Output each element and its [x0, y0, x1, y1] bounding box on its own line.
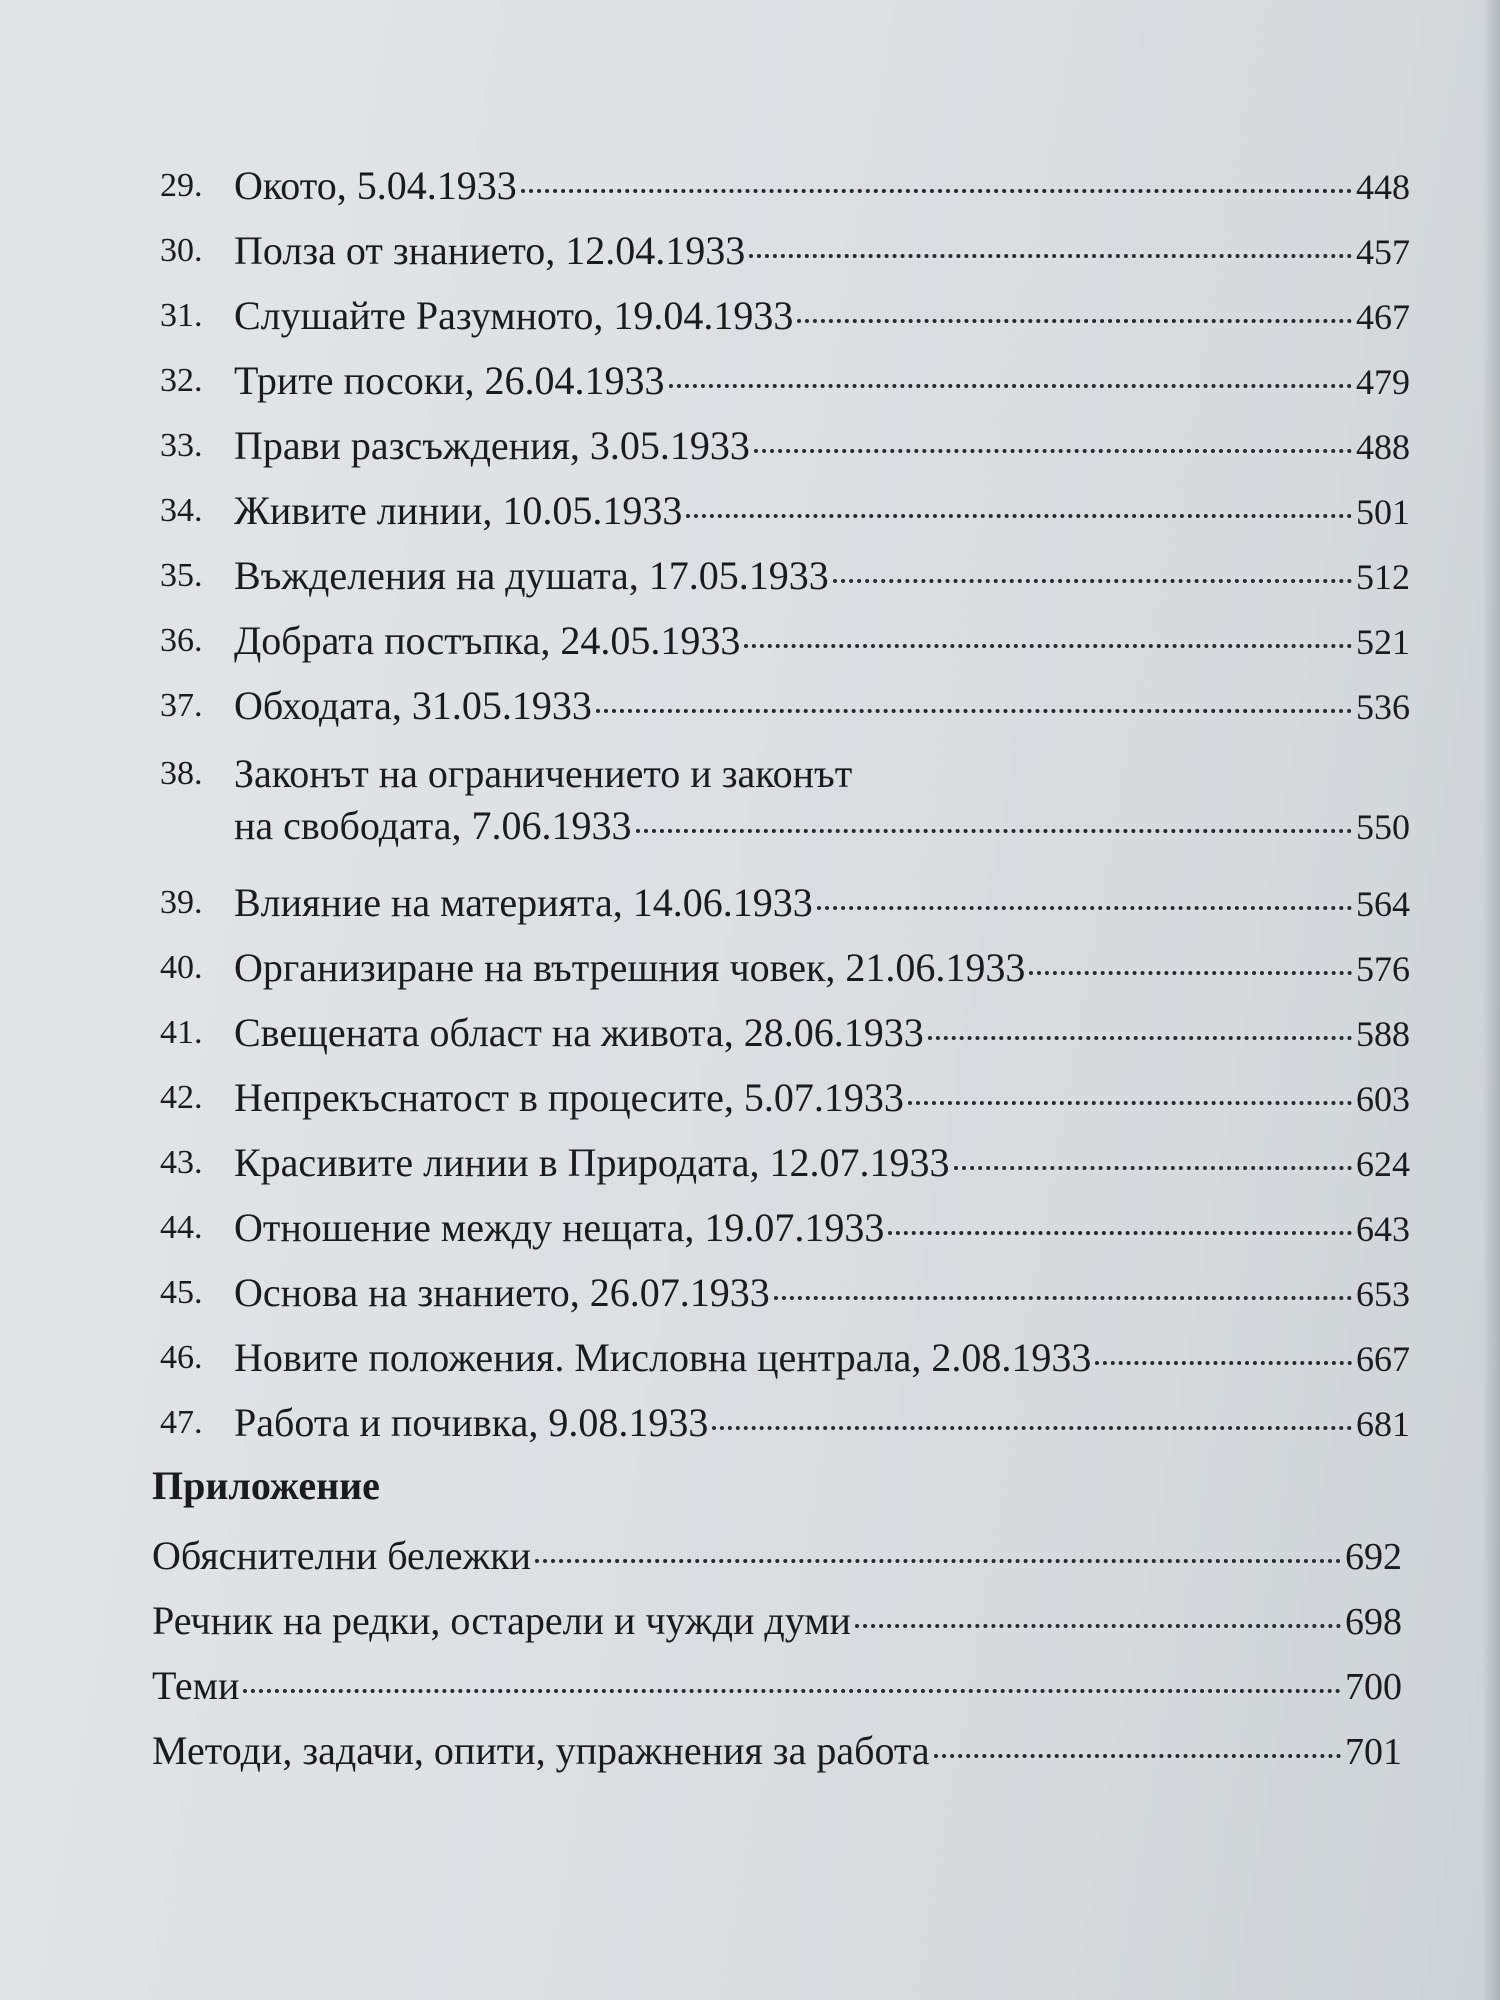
dot-leader [521, 189, 1352, 193]
entry-number: 45. [160, 1274, 203, 1311]
entry-number: 47. [160, 1404, 203, 1441]
entry-page: 457 [1356, 232, 1410, 272]
dot-leader [774, 1296, 1352, 1300]
dot-leader [243, 1689, 1341, 1693]
dot-leader [934, 1754, 1341, 1758]
entry-number: 35. [160, 557, 203, 594]
entry-number: 29. [160, 167, 203, 204]
entry-number: 38. [160, 755, 203, 792]
entry-title: Основа на знанието, 26.07.1933 [234, 1270, 770, 1315]
entry-page: 550 [1356, 807, 1410, 847]
entry-title: Непрекъснатост в процесите, 5.07.1933 [234, 1075, 904, 1120]
entry-page: 448 [1356, 167, 1410, 207]
dot-leader [908, 1101, 1352, 1105]
dot-leader [744, 644, 1352, 648]
entry-page: 667 [1356, 1339, 1410, 1379]
dot-leader [712, 1426, 1352, 1430]
entry-title: Трите посоки, 26.04.1933 [234, 358, 665, 403]
appendix-item-title: Теми [152, 1663, 240, 1708]
entry-title: Красивите линии в Природата, 12.07.1933 [234, 1140, 950, 1185]
entry-page: 501 [1356, 492, 1410, 532]
appendix-item [152, 1595, 1402, 1648]
entry-number: 31. [160, 297, 203, 334]
entry-title: Окото, 5.04.1933 [234, 163, 517, 208]
entry-title: Свещената област на живота, 28.06.1933 [234, 1010, 924, 1055]
appendix-item [152, 1660, 1402, 1713]
dot-leader [954, 1166, 1352, 1170]
appendix-item [152, 1530, 1402, 1583]
appendix-heading: Приложение [152, 1463, 380, 1508]
dot-leader [888, 1231, 1352, 1235]
appendix-item [152, 1725, 1402, 1778]
dot-leader [855, 1624, 1341, 1628]
entry-page: 643 [1356, 1209, 1410, 1249]
appendix-item-title: Методи, задачи, опити, упражнения за работа [152, 1728, 930, 1773]
entry-page: 536 [1356, 687, 1410, 727]
entry-number: 42. [160, 1079, 203, 1116]
entry-number: 30. [160, 232, 203, 269]
entry-number: 37. [160, 687, 203, 724]
dot-leader [596, 709, 1352, 713]
entry-page: 653 [1356, 1274, 1410, 1314]
entry-title: Въжделения на душата, 17.05.1933 [234, 553, 829, 598]
entry-title: Отношение между нещата, 19.07.1933 [234, 1205, 885, 1250]
entry-page: 576 [1356, 949, 1410, 989]
dot-leader [797, 319, 1352, 323]
entry-number: 43. [160, 1144, 203, 1181]
appendix-item-page: 698 [1345, 1601, 1402, 1643]
entry-page: 512 [1356, 557, 1410, 597]
entry-title: Законът на ограничението и законът [234, 751, 853, 796]
entry-page: 588 [1356, 1014, 1410, 1054]
dot-leader [1029, 971, 1352, 975]
entry-title: Живите линии, 10.05.1933 [234, 488, 683, 533]
dot-leader [636, 829, 1352, 833]
entry-number: 41. [160, 1014, 203, 1051]
dot-leader [1095, 1361, 1352, 1365]
entry-title: Слушайте Разумното, 19.04.1933 [234, 293, 794, 338]
entry-title: Прави разсъждения, 3.05.1933 [234, 423, 750, 468]
appendix-item-page: 700 [1345, 1666, 1402, 1708]
entry-number: 34. [160, 492, 203, 529]
entry-title: Организиране на вътрешния човек, 21.06.1933 [234, 945, 1026, 990]
entry-number: 40. [160, 949, 203, 986]
appendix-item-page: 692 [1345, 1536, 1402, 1578]
entry-title: Влияние на материята, 14.06.1933 [234, 880, 813, 925]
entry-page: 521 [1356, 622, 1410, 662]
appendix-item-title: Обяснителни бележки [152, 1533, 531, 1578]
appendix-item-page: 701 [1345, 1731, 1402, 1773]
entry-title: Добрата постъпка, 24.05.1933 [234, 618, 741, 663]
entry-number: 44. [160, 1209, 203, 1246]
entry-title-continued: на свободата, 7.06.1933 [234, 803, 632, 848]
entry-page: 479 [1356, 362, 1410, 402]
entry-title: Работа и почивка, 9.08.1933 [234, 1400, 709, 1445]
entry-page: 488 [1356, 427, 1410, 467]
entry-page: 681 [1356, 1404, 1410, 1444]
entry-page: 467 [1356, 297, 1410, 337]
dot-leader [535, 1559, 1341, 1563]
dot-leader [669, 384, 1352, 388]
dot-leader [928, 1036, 1352, 1040]
entry-title: Новите положения. Мисловна централа, 2.08.1933 [234, 1335, 1092, 1380]
appendix-item-title: Речник на редки, остарели и чужди думи [152, 1598, 851, 1643]
entry-number: 46. [160, 1339, 203, 1376]
entry-number: 39. [160, 884, 203, 921]
entry-number: 33. [160, 427, 203, 464]
entry-title: Обходата, 31.05.1933 [234, 683, 592, 728]
entry-page: 603 [1356, 1079, 1410, 1119]
dot-leader [686, 514, 1352, 518]
dot-leader [833, 579, 1352, 583]
entry-number: 36. [160, 622, 203, 659]
entry-page: 624 [1356, 1144, 1410, 1184]
entry-number: 32. [160, 362, 203, 399]
entry-title: Полза от знанието, 12.04.1933 [234, 228, 746, 273]
dot-leader [749, 254, 1352, 258]
dot-leader [817, 906, 1352, 910]
dot-leader [754, 449, 1352, 453]
entry-page: 564 [1356, 884, 1410, 924]
